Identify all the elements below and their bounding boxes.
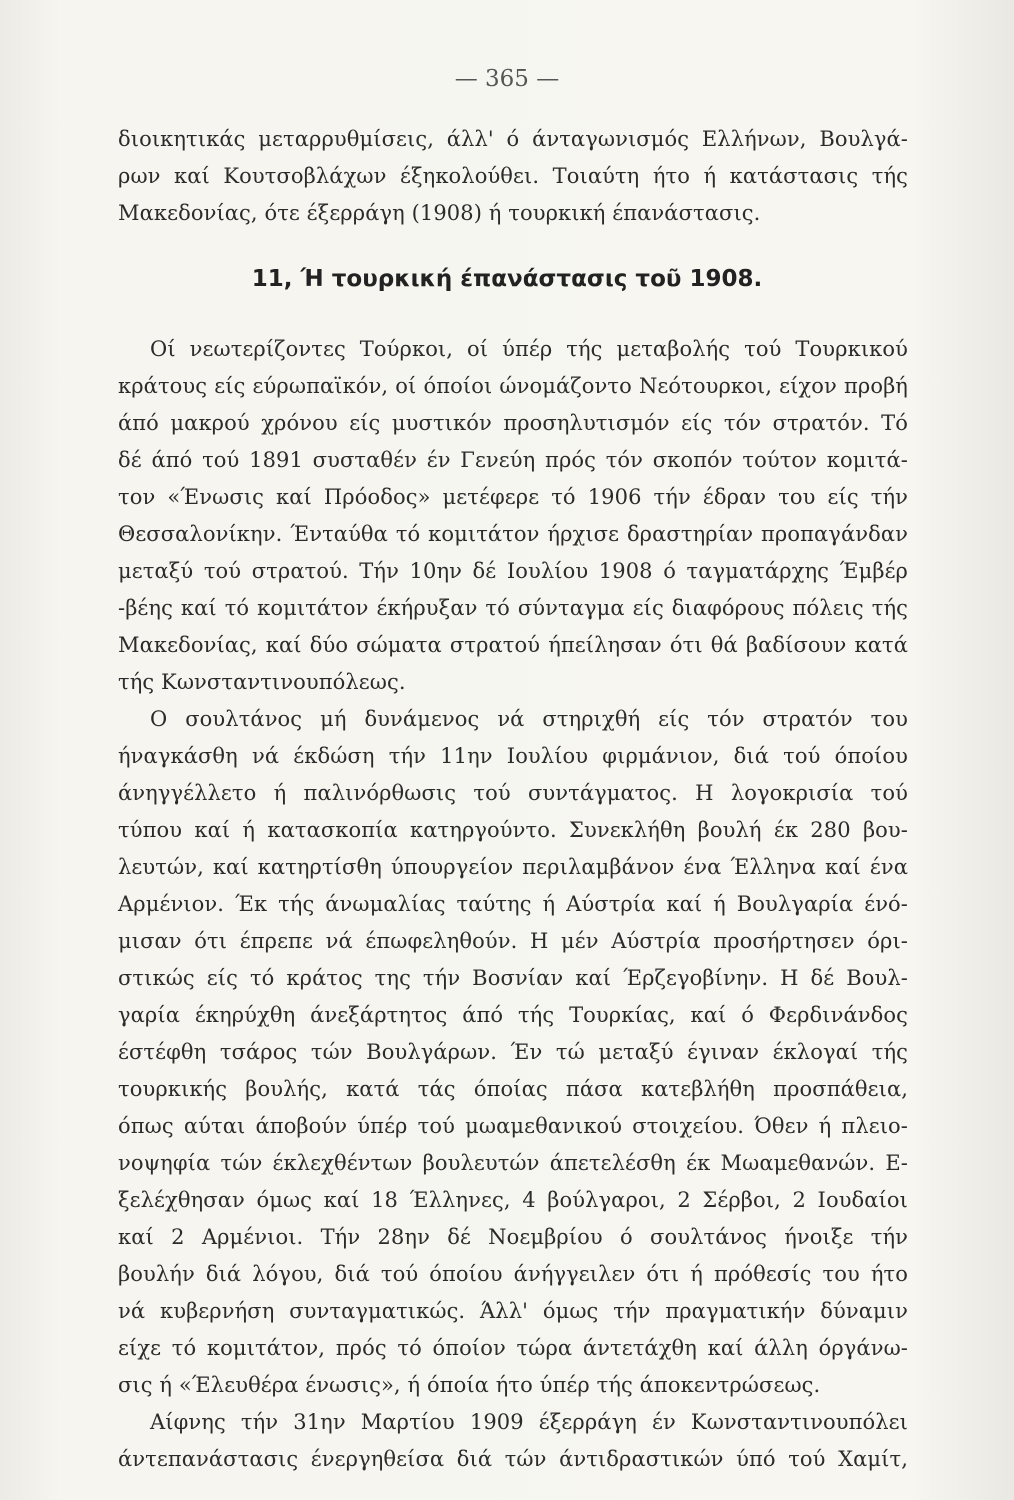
paragraph-line: νοψηφία τών έκλεχθέντων βουλευτών άπετελέσθη έκ Μωαμεθανών. Ε-: [118, 1151, 908, 1175]
paragraph-line: ήναγκάσθη νά έκδώση τήν 11ην Ιουλίου φιρμάνιον, διά τού όποίου: [118, 744, 908, 768]
paragraph-line: Αρμένιον. Έκ τής άνωμαλίας ταύτης ή Αύστρία καί ή Βουλγαρία ένό-: [118, 892, 908, 916]
section-heading: 11, Ή τουρκική έπανάστασις τοῦ 1908.: [251, 266, 763, 292]
paragraph-line: άντεπανάστασις ένεργηθείσα διά τών άντιδραστικών ύπό τού Χαμίτ,: [118, 1447, 908, 1471]
paragraph-line: νά κυβερνήση συνταγματικώς. Άλλ' όμως τήν πραγματικήν δύναμιν: [118, 1299, 908, 1323]
page-number: — 365 —: [454, 66, 560, 92]
paragraph-line: Ο σουλτάνος μή δυνάμενος νά στηριχθή είς τόν στρατόν του: [150, 707, 908, 731]
paragraph-line: τύπου καί ή κατασκοπία κατηργούντο. Συνεκλήθη βουλή έκ 280 βου-: [118, 818, 908, 842]
paragraph-line: λευτών, καί κατηρτίσθη ύπουργείον περιλαμβάνον ένα Έλληνα καί ένα: [118, 855, 908, 879]
paragraph-line: σις ή «Έλευθέρα ένωσις», ή όποία ήτο ύπέρ τής άποκεντρώσεως.: [118, 1373, 821, 1397]
paragraph-line: μεταξύ τού στρατού. Τήν 10ην δέ Ιουλίου 1908 ό ταγματάρχης Έμβέρ: [118, 559, 908, 583]
paragraph-line: Αίφνης τήν 31ην Μαρτίου 1909 έξερράγη έν Κωνσταντινουπόλει: [150, 1410, 908, 1434]
paragraph-line: Θεσσαλονίκην. Ένταύθα τό κομιτάτον ήρχισε δραστηρίαν προπαγάνδαν: [118, 522, 908, 546]
paragraph-line: βουλήν διά λόγου, διά τού όποίου άνήγγειλεν ότι ή πρόθεσίς του ήτο: [118, 1262, 908, 1286]
paragraph-line: δέ άπό τού 1891 συσταθέν έν Γενεύη πρός τόν σκοπόν τούτον κομιτά-: [118, 448, 908, 472]
paragraph-line: γαρία έκηρύχθη άνεξάρτητος άπό τής Τουρκίας, καί ό Φερδινάνδος: [118, 1003, 908, 1027]
paragraph-line: Μακεδονίας, καί δύο σώματα στρατού ήπείλησαν ότι θά βαδίσουν κατά: [118, 633, 908, 657]
paragraph-line: άπό μακρού χρόνου είς μυστικόν προσηλυτισμόν είς τόν στρατόν. Τό: [118, 411, 908, 435]
paragraph-line: τουρκικής βουλής, κατά τάς όποίας πάσα κατεβλήθη προσπάθεια,: [118, 1077, 908, 1101]
paragraph-line: είχε τό κομιτάτον, πρός τό όποίον τώρα άντετάχθη καί άλλη όργάνω-: [118, 1336, 908, 1360]
paragraph-line: όπως αύται άποβούν ύπέρ τού μωαμεθανικού στοιχείου. Όθεν ή πλειο-: [118, 1114, 908, 1138]
paragraph-line: μισαν ότι έπρεπε νά έπωφεληθούν. Η μέν Αύστρία προσήρτησεν όρι-: [118, 929, 908, 953]
paragraph-line: έστέφθη τσάρος τών Βουλγάρων. Έν τώ μεταξύ έγιναν έκλογαί τής: [118, 1040, 908, 1064]
paragraph-line: άνηγγέλλετο ή παλινόρθωσις τού συντάγματος. Η λογοκρισία τού: [118, 781, 908, 805]
paragraph-line: Οί νεωτερίζοντες Τούρκοι, οί ύπέρ τής μεταβολής τού Τουρκικού: [150, 337, 908, 361]
paragraph-line: -βέης καί τό κομιτάτον έκήρυξαν τό σύνταγμα είς διαφόρους πόλεις τής: [118, 596, 908, 620]
intro-line: διοικητικάς μεταρρυθμίσεις, άλλ' ό άνταγωνισμός Ελλήνων, Βουλγά-: [118, 127, 908, 151]
paragraph-line: τον «Ένωσις καί Πρόοδος» μετέφερε τό 1906 τήν έδραν του είς τήν: [118, 485, 908, 509]
intro-line: Μακεδονίας, ότε έξερράγη (1908) ή τουρκική έπανάστασις.: [118, 201, 761, 225]
paragraph-line: καί 2 Αρμένιοι. Τήν 28ην δέ Νοεμβρίου ό σουλτάνος ήνοιξε τήν: [118, 1225, 908, 1249]
paragraph-line: τής Κωνσταντινουπόλεως.: [118, 670, 406, 694]
paragraph-line: κράτους είς εύρωπαϊκόν, οί όποίοι ώνομάζοντο Νεότουρκοι, είχον προβή: [118, 374, 908, 398]
paragraph-line: στικώς είς τό κράτος της τήν Βοσνίαν καί Έρζεγοβίνην. Η δέ Βουλ-: [118, 966, 908, 990]
intro-line: ρων καί Κουτσοβλάχων έξηκολούθει. Τοιαύτη ήτο ή κατάστασις τής: [118, 164, 908, 188]
paragraph-line: ξελέχθησαν όμως καί 18 Έλληνες, 4 βούλγαροι, 2 Σέρβοι, 2 Ιουδαίοι: [118, 1188, 908, 1212]
